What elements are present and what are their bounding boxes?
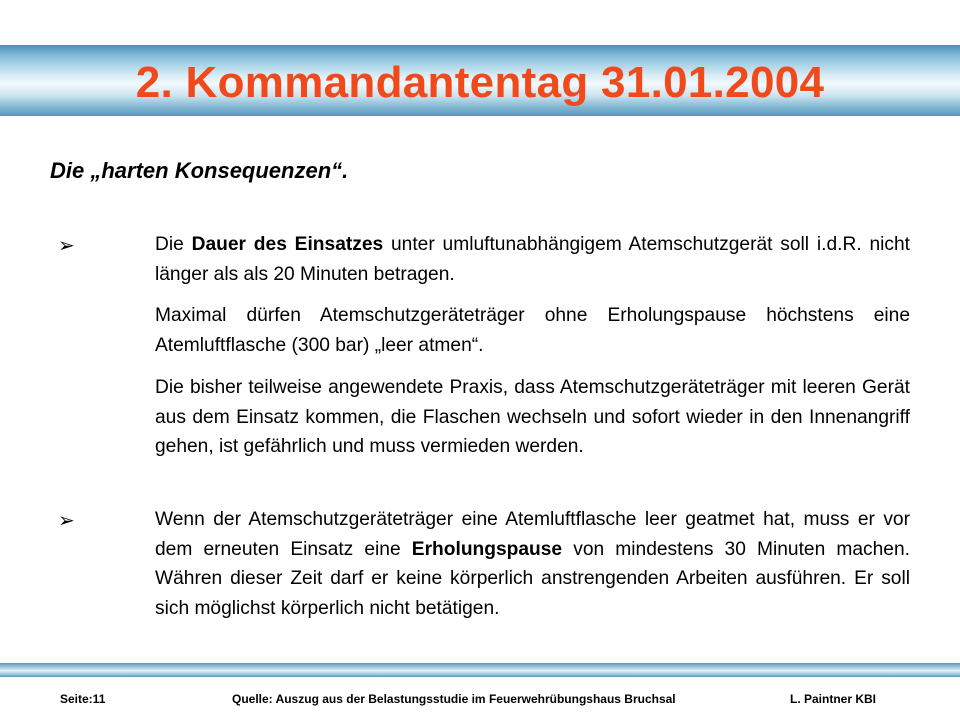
paragraph-recovery-pre: Wenn der Atemschutzgeräteträger eine Atemluftflasche leer geatmet hat, muss er vor dem erneuten Einsatz eine: [155, 509, 910, 560]
footer-author: L. Paintner KBI: [789, 692, 876, 706]
paragraph-recovery-bold: Erholungspause: [411, 538, 563, 560]
footer-source: Quelle: Auszug aus der Belastungsstudie im Feuerwehrübungshaus Bruchsal: [232, 692, 676, 706]
page-title: 2. Kommandantentag 31.01.2004: [135, 58, 825, 107]
paragraph-practice: Die bisher teilweise angewendete Praxis, dass Atemschutzgeräteträger mit leeren Gerät aus dem Einsatz kommen, die Flaschen wechseln und sofort wieder in den Innenangriff gehen, ist gefährlich und muss vermieden werden.: [155, 377, 910, 457]
paragraph-duration-post: unter umluftunabhängigem Atemschutzgerät soll i.d.R. nicht länger als als 20 Minuten betragen.: [155, 234, 911, 285]
footer-bar: [0, 663, 960, 677]
section-subtitle: Die „harten Konsequenzen“.: [50, 158, 349, 183]
paragraph-max-cylinder: Maximal dürfen Atemschutzgeräteträger ohne Erholungspause höchstens eine Atemluftflasche (300 bar) „leer atmen“.: [155, 305, 910, 356]
paragraph-duration: [155, 230, 910, 289]
footer-page-number: Seite:11: [60, 692, 106, 706]
paragraph-recovery: [155, 505, 910, 623]
arrow-bullet-icon: ➢: [58, 510, 75, 532]
paragraph-duration-pre: Die: [155, 234, 192, 255]
paragraph-recovery-post: von mindestens 30 Minuten machen. Währen dieser Zeit darf er keine körperlich anstrengenden Arbeiten ausführen. Er soll sich möglichst körperlich nicht betätigen.: [155, 538, 910, 619]
title-bar: [0, 45, 960, 116]
paragraph-duration-bold: Dauer des Einsatzes: [191, 234, 384, 255]
arrow-bullet-icon: ➢: [58, 235, 75, 257]
